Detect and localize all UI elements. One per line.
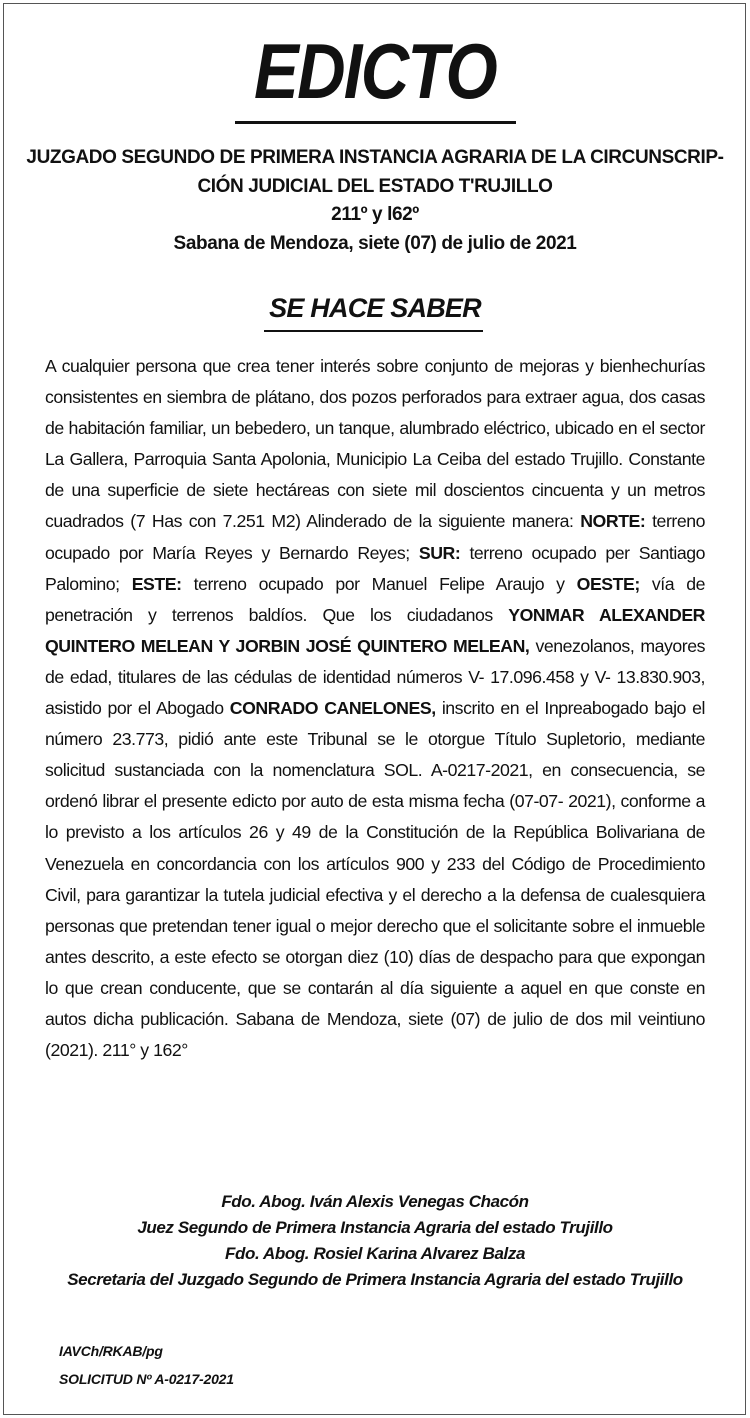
court-header bbox=[20, 144, 730, 258]
solicitud-ref: SOLICITUD Nº A-0217-2021 bbox=[59, 1371, 234, 1387]
body-intro: A cualquier persona que crea tener interés sobre conjunto de mejoras y bienhechurías consistentes en siembra de plátano, dos pozos perforados para extraer agua, dos casas de habitación familiar, un bebedero, un tanque, alumbrado eléctrico, ubicado en el sector La Gallera, Parroquia Santa Apolonia, Municipio La Ceiba del estado Trujillo. Constante de una superficie de siete hectáreas con siete mil doscientos cincuenta y un metros cuadrados (7 Has con 7.251 M2) Alinderado de la siguiente manera: bbox=[45, 356, 705, 532]
notice-body bbox=[45, 351, 705, 1066]
norte-text: terreno ocupado por María Reyes y Bernardo Reyes; bbox=[45, 511, 705, 563]
judge-title: Juez Segundo de Primera Instancia Agraria del estado Trujillo bbox=[137, 1218, 613, 1237]
applicant-names: YONMAR ALEXANDER QUINTERO MELEAN Y JORBIN JOSÉ QUINTERO MELEAN, bbox=[45, 604, 705, 656]
sur-label: SUR: bbox=[418, 542, 461, 563]
secretary-signature: Fdo. Abog. Rosiel Karina Alvarez Balza bbox=[225, 1244, 525, 1263]
secretary-title: Secretaria del Juzgado Segundo de Primera Instancia Agraria del estado Trujillo bbox=[67, 1270, 683, 1289]
oeste-text: vía de penetración y terrenos baldíos. Que los ciudadanos bbox=[45, 573, 705, 625]
title-underline bbox=[235, 121, 516, 124]
initials-ref: IAVCh/RKAB/pg bbox=[59, 1343, 163, 1359]
notice-subtitle: SE HACE SABER bbox=[269, 293, 481, 323]
norte-label: NORTE: bbox=[580, 511, 646, 532]
subtitle-underline bbox=[264, 330, 483, 332]
notice-title: EDICTO bbox=[254, 27, 496, 115]
lawyer-name: CONRADO CANELONES, bbox=[229, 698, 436, 719]
sur-text: terreno ocupado per Santiago Palomino; bbox=[45, 542, 705, 594]
reference-block bbox=[59, 1337, 234, 1393]
court-name-line2: CIÓN JUDICIAL DEL ESTADO T'RUJILLO bbox=[197, 175, 553, 197]
place-date-line: Sabana de Mendoza, siete (07) de julio de 2021 bbox=[173, 232, 577, 254]
este-text: terreno ocupado por Manuel Felipe Araujo y bbox=[181, 573, 577, 594]
judge-signature: Fdo. Abog. Iván Alexis Venegas Chacón bbox=[221, 1192, 529, 1211]
body-closing: inscrito en el Inpreabogado bajo el número 23.773, pidió ante este Tribunal se le otorgue Título Supletorio, mediante solicitud sustanciada con la nomenclatura SOL. A-0217-2021, en consecuencia, se ordenó librar el presente edicto por auto de esta misma fecha (07-07- 2021), conforme a lo previsto a los artículos 26 y 49 de la Constitución de la República Bolivariana de Venezuela en concordancia con los artículos 900 y 233 del Código de Procedimiento Civil, para garantizar la tutela judicial efectiva y el derecho a la defensa de cualesquiera personas que pretendan tener igual o mejor derecho que el solicitante sobre el inmueble antes descrito, a este efecto se otorgan diez (10) días de despacho para que expongan lo que crean conducente, que se contarán al día siguiente a aquel en que conste en autos dicha publicación. Sabana de Mendoza, siete (07) de julio de dos mil veintiuno (2021). 211° y 162° bbox=[45, 698, 705, 1061]
court-name-line1: JUZGADO SEGUNDO DE PRIMERA INSTANCIA AGRARIA DE LA CIRCUNSCRIP- bbox=[26, 147, 724, 168]
signature-block bbox=[20, 1189, 730, 1293]
body-middle: venezolanos, mayores de edad, titulares de las cédulas de identidad números V- 17.096.458 y V- 13.830.903, asistido por el Abogado bbox=[45, 635, 705, 719]
oeste-label: OESTE; bbox=[576, 573, 640, 594]
este-label: ESTE: bbox=[131, 573, 182, 594]
years-line: 211º y l62º bbox=[331, 204, 419, 225]
